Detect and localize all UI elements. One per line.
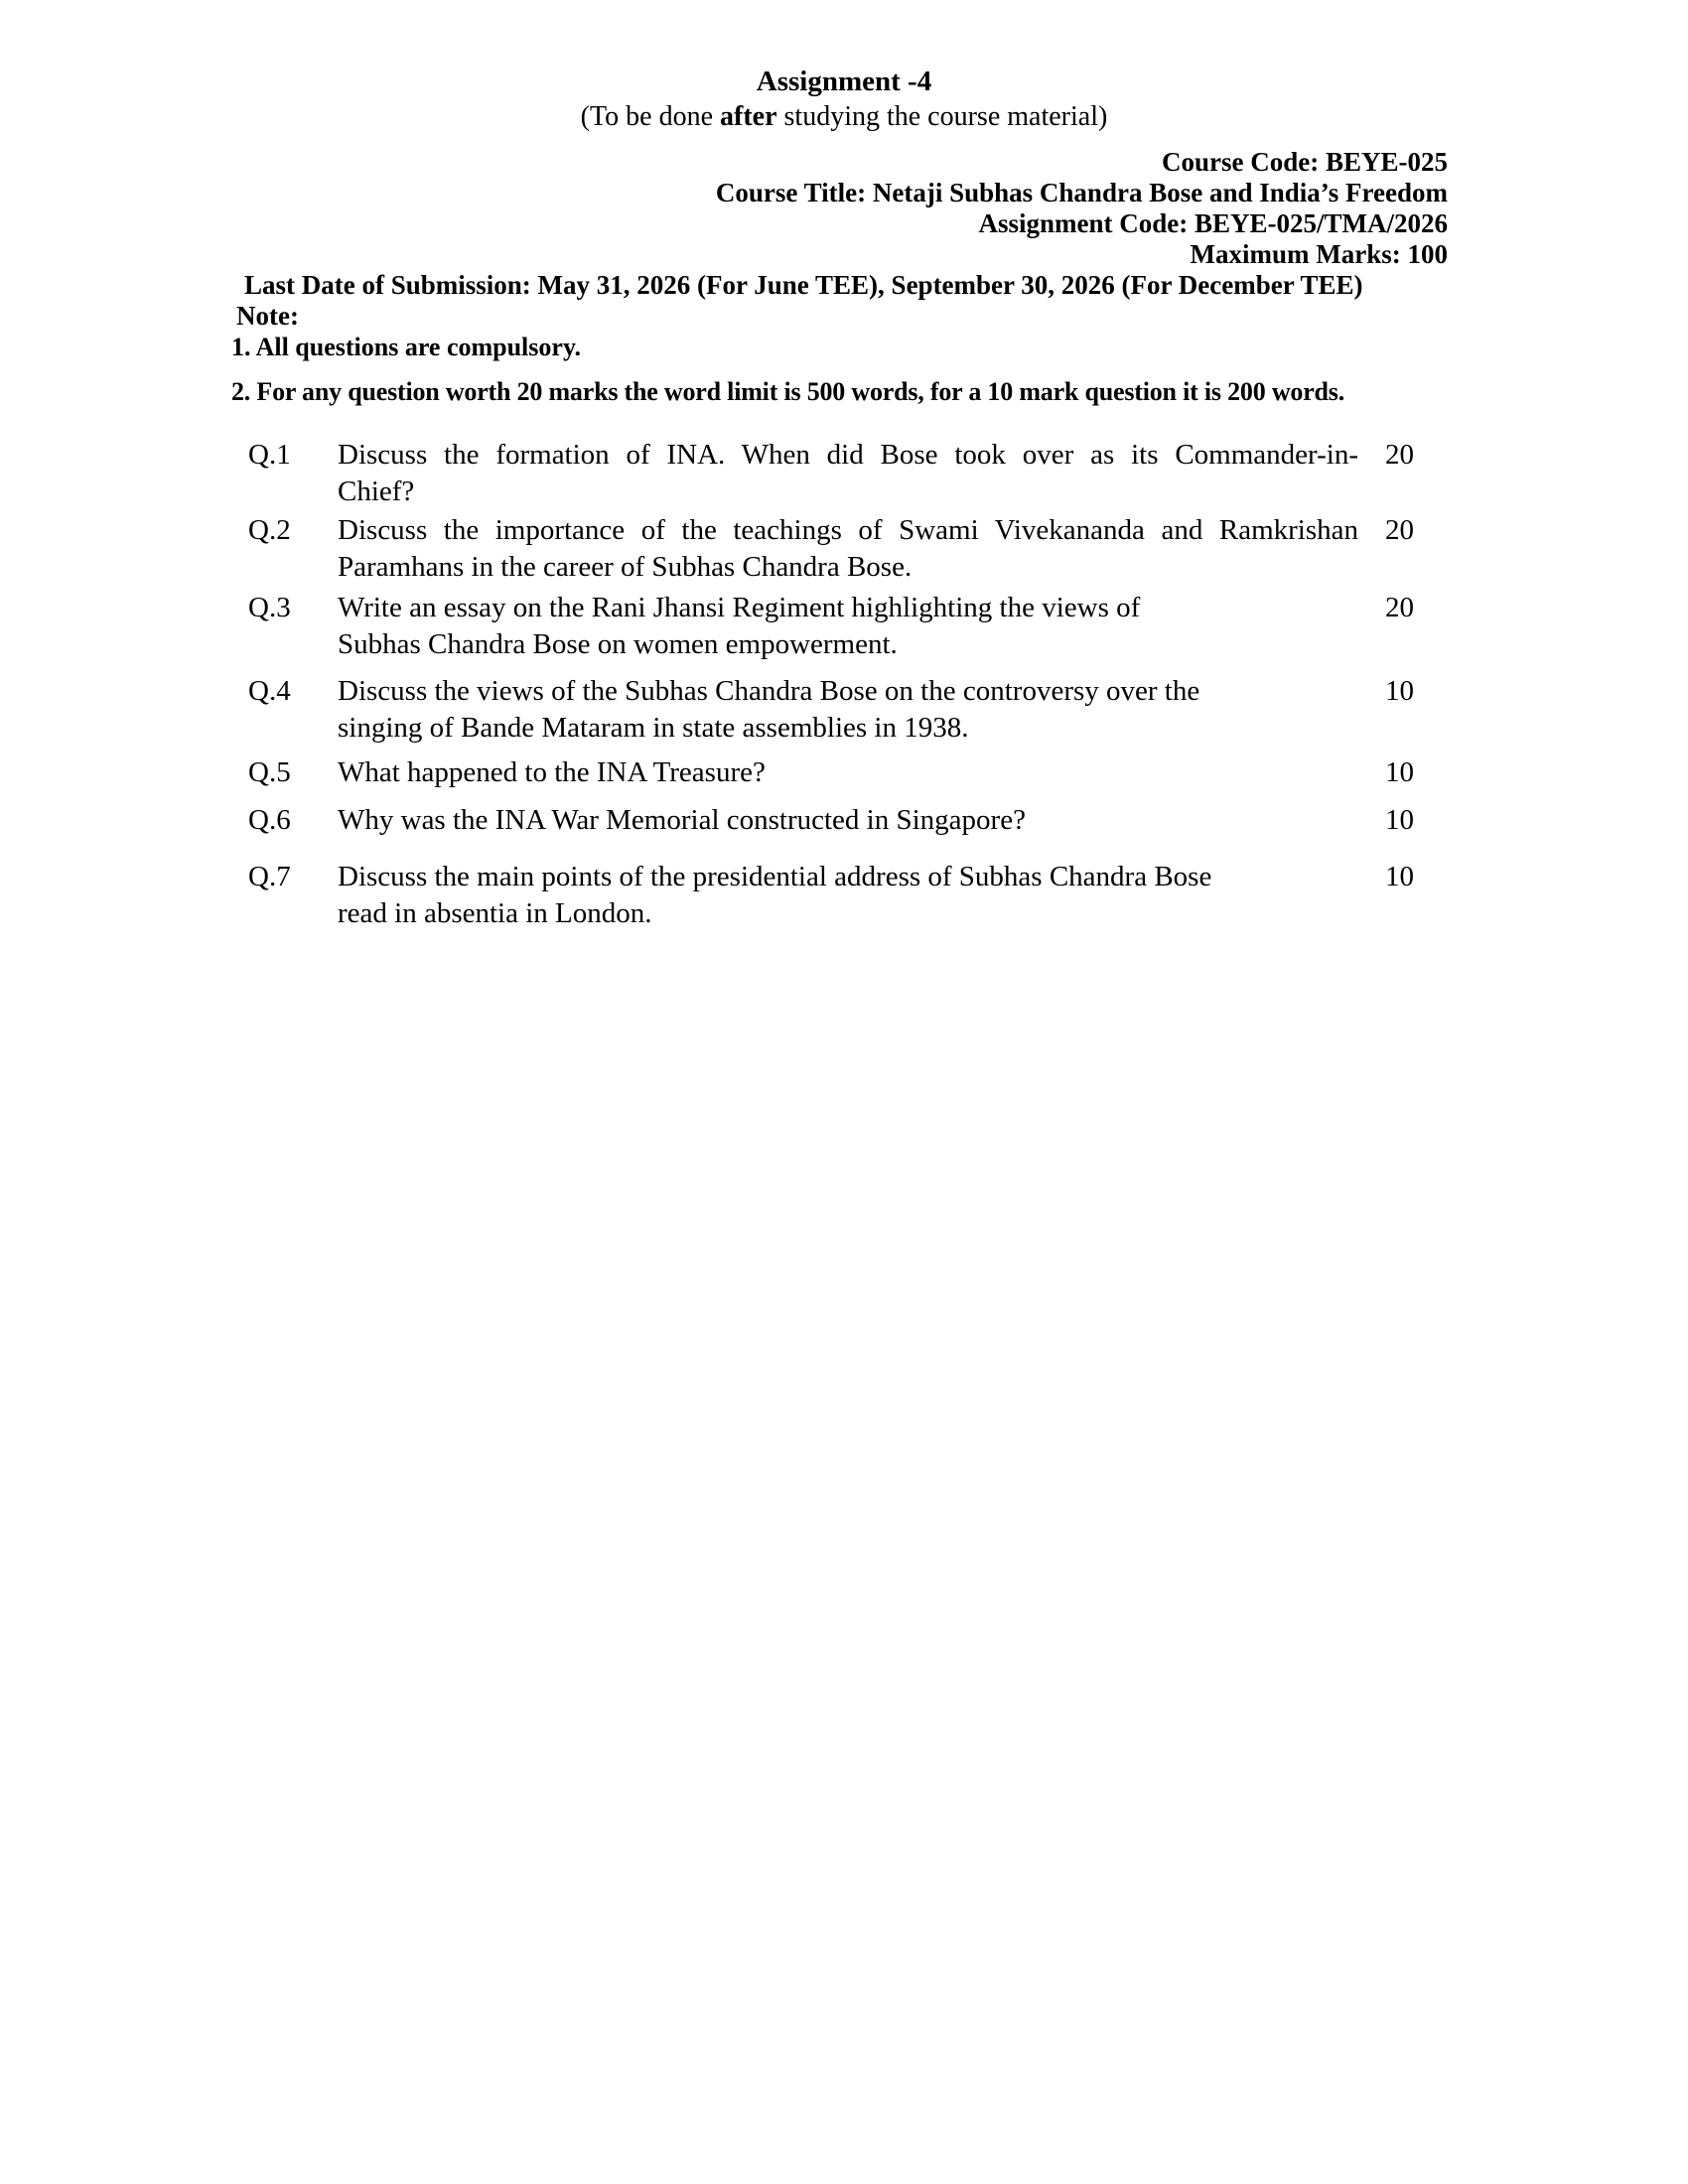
marks-value: 20 — [1385, 592, 1414, 623]
question-text — [338, 590, 1358, 663]
subtitle-prefix: (To be done — [580, 101, 720, 132]
question-text — [338, 437, 1358, 510]
subtitle-emphasis: after — [720, 101, 777, 132]
question-text-line: Paramhans in the career of Subhas Chandra Bose. — [338, 551, 913, 583]
question-row-q3 — [248, 590, 1479, 663]
question-text-line: Discuss the views of the Subhas Chandra Bose on the controversy over the — [338, 675, 1200, 707]
question-text-line: What happened to the INA Treasure? — [338, 756, 766, 788]
marks-value: 10 — [1385, 756, 1414, 788]
question-text-line: Write an essay on the Rani Jhansi Regiment highlighting the views of — [338, 592, 1141, 623]
question-row-q5 — [248, 754, 1479, 791]
marks-value: 20 — [1385, 439, 1414, 471]
question-list — [0, 437, 1688, 932]
question-text-line: Why was the INA War Memorial constructed in Singapore? — [338, 804, 1026, 836]
question-row-q2 — [248, 512, 1479, 586]
note-label: Note: — [236, 301, 299, 331]
question-text-line: singing of Bande Mataram in state assemblies in 1938. — [338, 712, 969, 744]
question-number: Q.3 — [248, 592, 291, 623]
question-text-line: Discuss the main points of the presidential address of Subhas Chandra Bose — [338, 861, 1212, 892]
question-row-q4 — [248, 673, 1479, 747]
note-item-2: 2. For any question worth 20 marks the word limit is 500 words, for a 10 mark question it is 200 words. — [231, 377, 1345, 406]
assignment-code-line: Assignment Code: BEYE-025/TMA/2026 — [978, 208, 1448, 238]
question-text-line: Chief? — [338, 476, 415, 507]
question-text-line: Discuss the formation of INA. When did Bose took over as its Commander-in- — [338, 439, 1358, 471]
question-text — [338, 754, 1358, 791]
course-meta-block — [0, 147, 1688, 270]
question-number: Q.2 — [248, 514, 291, 546]
note-item-1: 1. All questions are compulsory. — [231, 333, 582, 361]
question-number: Q.5 — [248, 756, 291, 788]
last-date-line: Last Date of Submission: May 31, 2026 (For June TEE), September 30, 2026 (For December TEE) — [244, 270, 1363, 300]
subtitle-suffix: studying the course material) — [776, 101, 1108, 132]
question-text — [338, 512, 1358, 586]
page-title: Assignment -4 — [756, 66, 932, 97]
course-title-line: Course Title: Netaji Subhas Chandra Bose and India’s Freedom — [715, 178, 1448, 207]
marks-value: 10 — [1385, 804, 1414, 836]
question-row-q7 — [248, 859, 1479, 932]
marks-value: 10 — [1385, 675, 1414, 707]
question-text — [338, 673, 1358, 747]
question-text-line: read in absentia in London. — [338, 897, 652, 929]
question-row-q6 — [248, 802, 1479, 839]
question-number: Q.4 — [248, 675, 291, 707]
question-text — [338, 859, 1358, 932]
question-row-q1 — [248, 437, 1479, 510]
marks-value: 20 — [1385, 514, 1414, 546]
question-text-line: Discuss the importance of the teachings of Swami Vivekananda and Ramkrishan — [338, 514, 1358, 546]
course-code-line: Course Code: BEYE-025 — [1162, 147, 1448, 177]
question-number: Q.6 — [248, 804, 291, 836]
maximum-marks-line: Maximum Marks: 100 — [1190, 239, 1448, 269]
question-text-line: Subhas Chandra Bose on women empowerment. — [338, 628, 898, 660]
question-number: Q.1 — [248, 439, 291, 471]
question-text — [338, 802, 1358, 839]
page-subtitle — [0, 99, 1688, 135]
marks-value: 10 — [1385, 861, 1414, 892]
question-number: Q.7 — [248, 861, 291, 892]
